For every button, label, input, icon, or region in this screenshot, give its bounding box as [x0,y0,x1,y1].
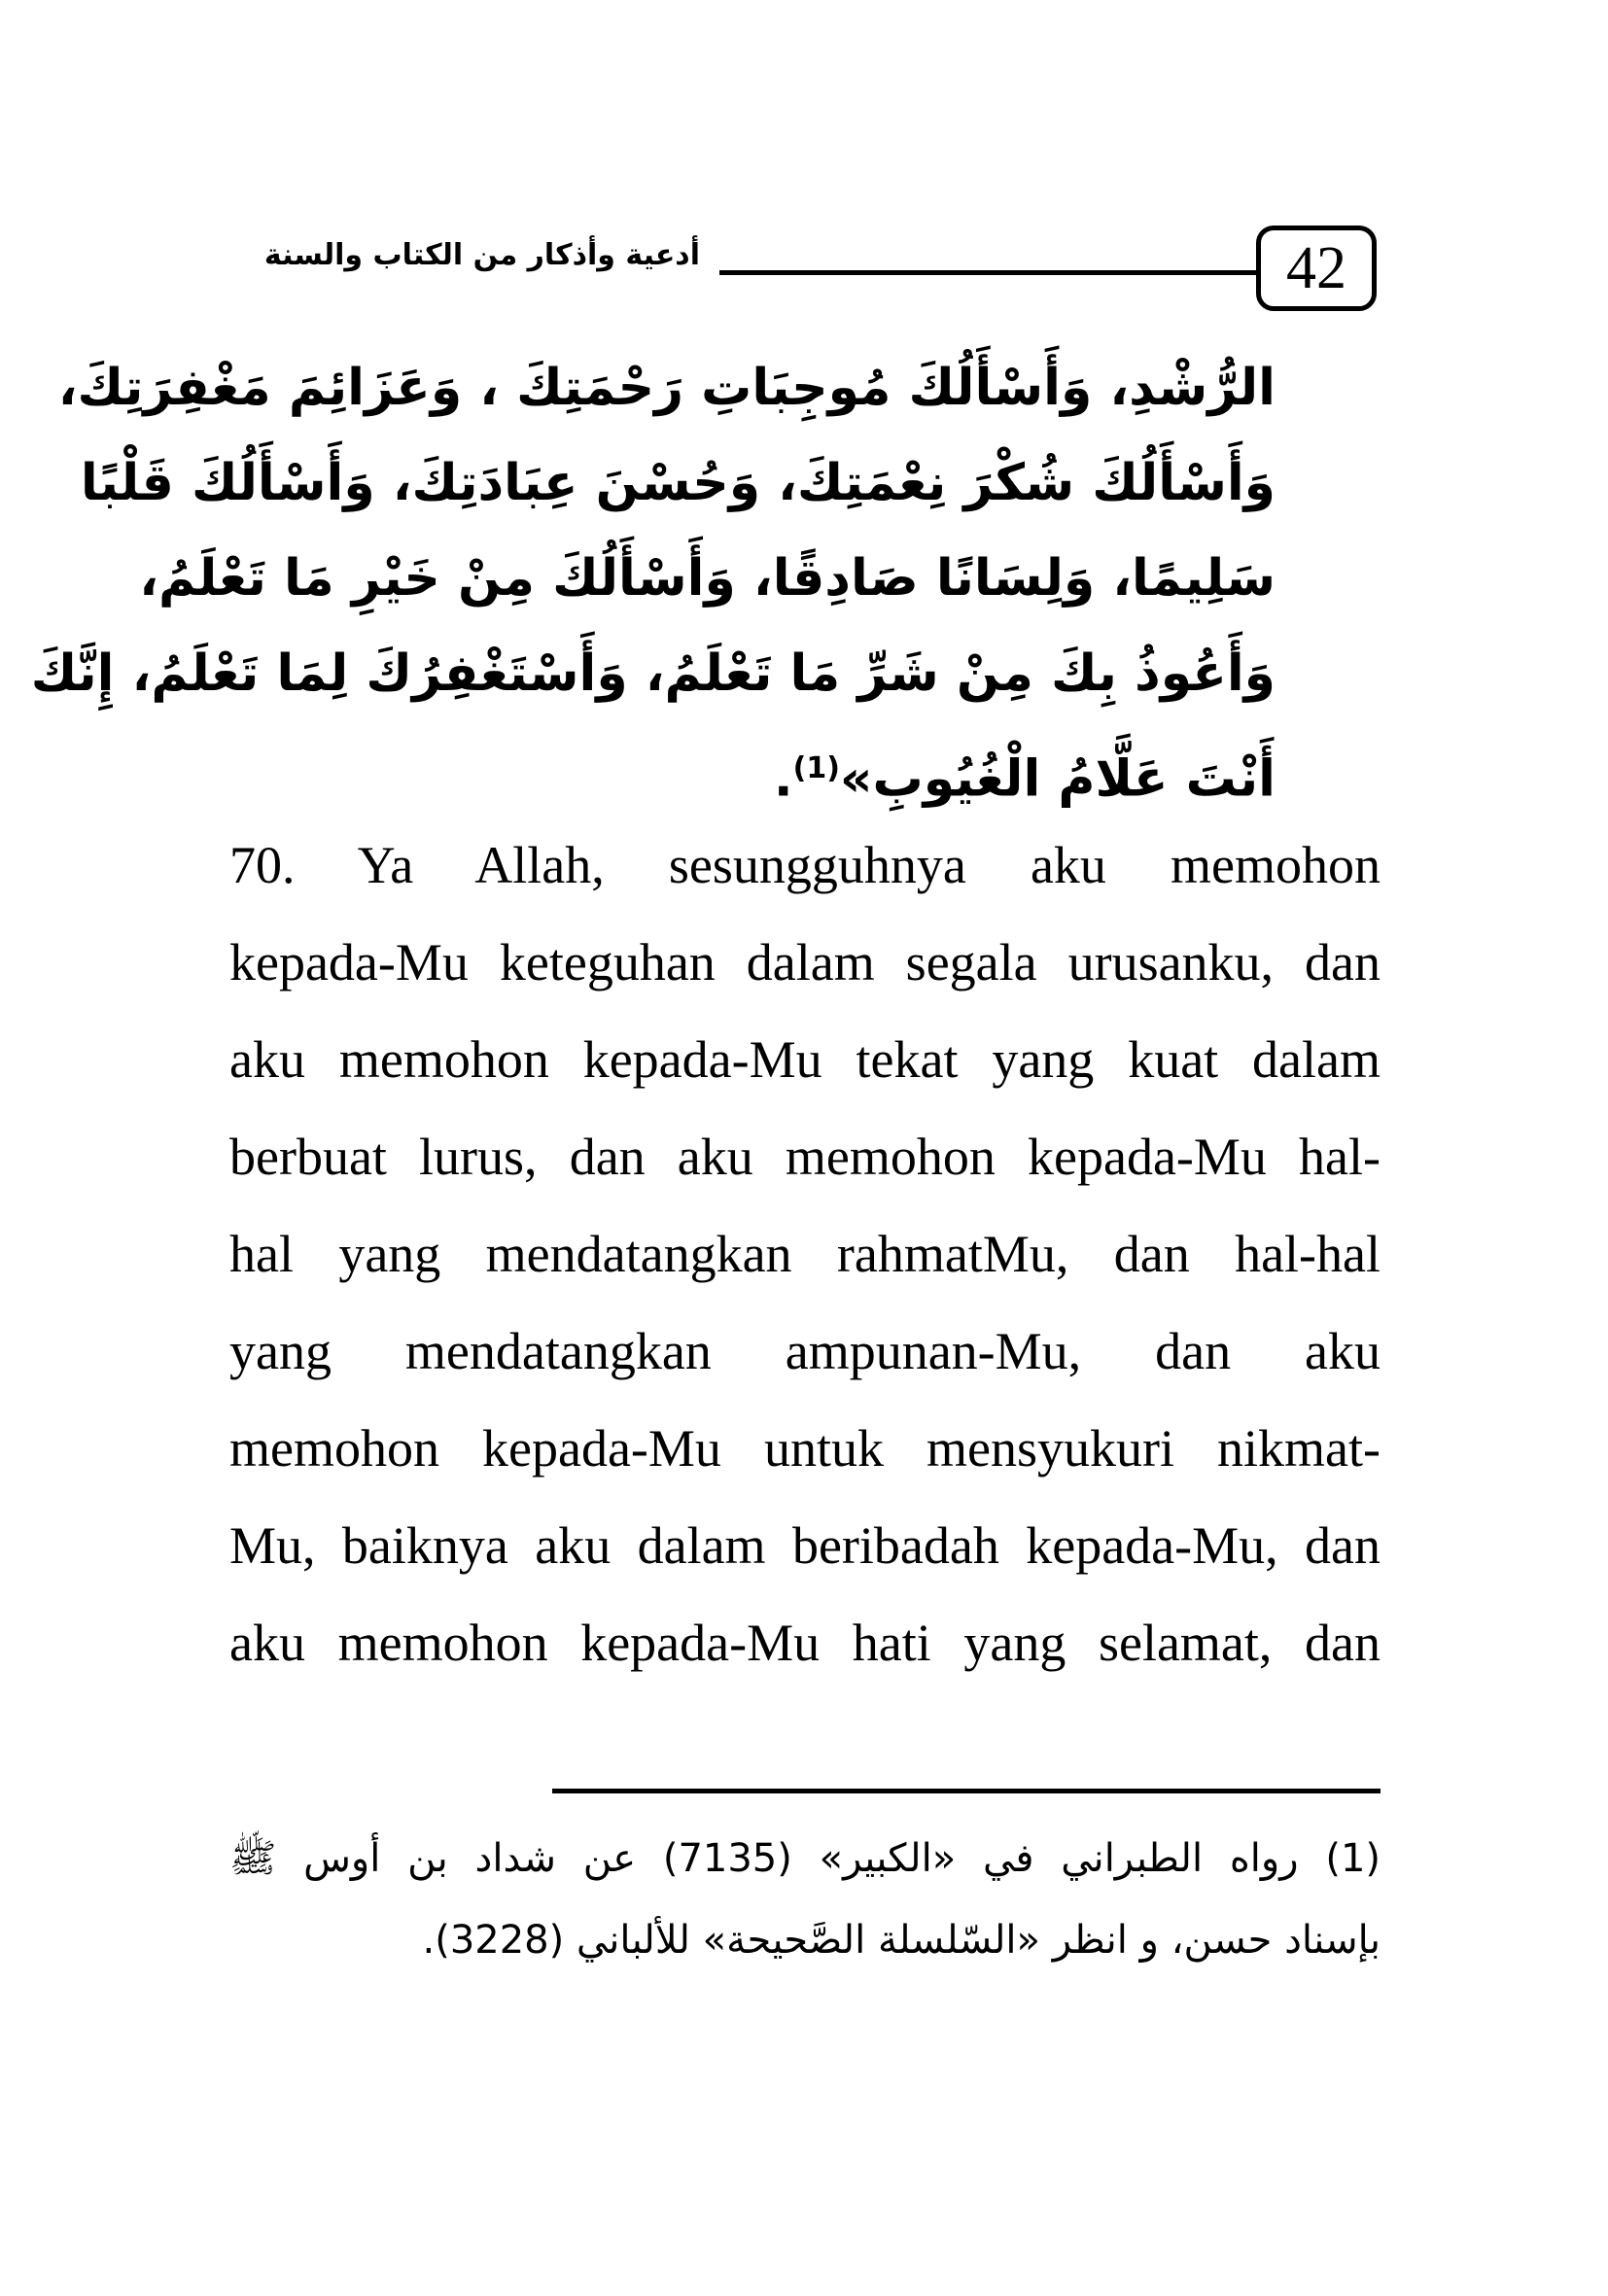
translation-line-3: aku memohon kepada-Mu tekat yang kuat dalam [229,1030,1381,1089]
header-divider [719,270,1256,275]
translation-text [229,817,1381,1691]
page-number-box [1256,226,1377,311]
translation-line-1: 70. Ya Allah, sesungguhnya aku memohon [229,836,1381,894]
translation-line-7: memohon kepada-Mu untuk mensyukuri nikmat- [229,1419,1381,1478]
translation-line-9: aku memohon kepada-Mu hati yang selamat, dan [229,1614,1381,1672]
arabic-end-punct: . [773,749,793,809]
translation-line-6: yang mendatangkan ampunan-Mu, dan aku [229,1322,1381,1380]
arabic-dua-text [30,340,1276,826]
translation-line-5: hal yang mendatangkan rahmatMu, dan hal-hal [229,1225,1381,1283]
footnote-line-1: (1) رواه الطبراني في «الكبير» (7135) عن شداد بن أوس ﷺ [229,1836,1381,1881]
arabic-line-1: الرُّشْدِ، وَأَسْأَلُكَ مُوجِبَاتِ رَحْمَتِكَ ، وَعَزَائِمَ مَغْفِرَتِكَ، [57,359,1276,417]
footnote-line-2: بإسناد حسن، و انظر «السّلسلة الصَّحيحة» للألباني (3228). [422,1918,1381,1963]
running-header-title: أدعية وأذكار من الكتاب والسنة [263,238,700,272]
page-number: 42 [1286,234,1346,301]
arabic-line-3: سَلِيمًا، وَلِسَانًا صَادِقًا، وَأَسْأَلُكَ مِنْ خَيْرِ مَا تَعْلَمُ، [139,549,1276,608]
translation-line-2: kepada-Mu keteguhan dalam segala urusanku, dan [229,933,1381,991]
translation-line-8: Mu, baiknya aku dalam beribadah kepada-Mu, dan [229,1516,1381,1575]
arabic-line-4: وَأَعُوذُ بِكَ مِنْ شَرِّ مَا تَعْلَمُ، وَأَسْتَغْفِرُكَ لِمَا تَعْلَمُ، إِنَّكَ [30,644,1276,703]
footnote-reference: (1) [792,751,840,785]
footnote [229,1818,1381,1981]
arabic-line-5 [226,721,1276,826]
arabic-line-5-text: أَنْتَ عَلَّامُ الْغُيُوبِ» [839,749,1276,809]
translation-line-4: berbuat lurus, dan aku memohon kepada-Mu hal- [229,1128,1381,1186]
arabic-line-2: وَأَسْأَلُكَ شُكْرَ نِعْمَتِكَ، وَحُسْنَ عِبَادَتِكَ، وَأَسْأَلُكَ قَلْبًا [80,454,1276,512]
footnote-divider [552,1789,1381,1793]
